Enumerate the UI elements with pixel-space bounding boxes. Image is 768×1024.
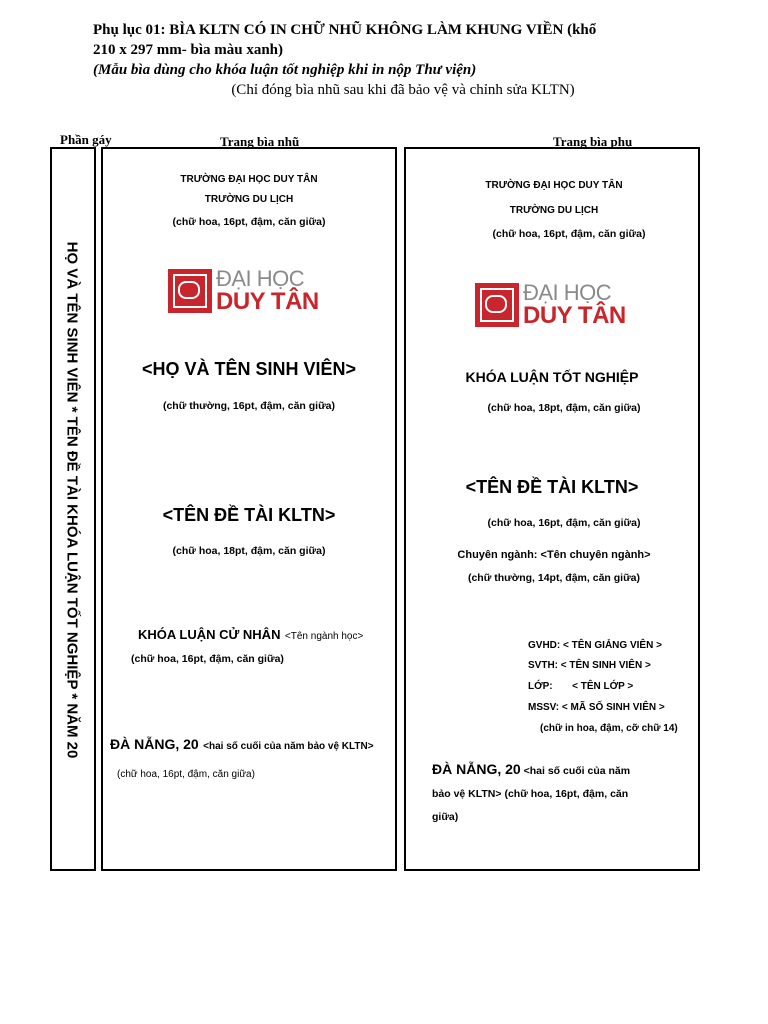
front-note-5: (chữ hoa, 16pt, đậm, căn giữa) bbox=[117, 769, 255, 780]
front-note-4: (chữ hoa, 16pt, đậm, căn giữa) bbox=[131, 653, 284, 665]
front-note-1: (chữ hoa, 16pt, đậm, căn giữa) bbox=[172, 216, 326, 228]
inner-topic: <TÊN ĐỀ TÀI KLTN> bbox=[465, 477, 639, 497]
front-degree: KHÓA LUẬN CỬ NHÂN <Tên ngành học> bbox=[138, 627, 364, 642]
logo-mark-icon bbox=[168, 269, 212, 313]
inner-svth: SVTH: < TÊN SINH VIÊN > bbox=[528, 660, 651, 671]
spine-text: HỌ VÀ TÊN SINH VIÊN * TÊN ĐỀ TÀI KHÓA LUẬN TỐT NGHIỆP * NĂM 20 bbox=[63, 241, 81, 759]
inner-note-2: (chữ hoa, 18pt, đậm, căn giữa) bbox=[487, 402, 641, 414]
logo-mark-icon bbox=[475, 283, 519, 327]
front-note-2: (chữ thường, 16pt, đậm, căn giữa) bbox=[162, 400, 336, 412]
inner-major: Chuyên ngành: <Tên chuyên ngành> bbox=[457, 549, 651, 561]
front-place: ĐÀ NẴNG, 20 <hai số cuối của năm bảo vệ KLTN> bbox=[110, 736, 374, 752]
inner-faculty: TRƯỜNG DU LỊCH bbox=[509, 205, 599, 216]
front-school: TRƯỜNG ĐẠI HỌC DUY TÂN bbox=[180, 174, 318, 185]
inner-note-4: (chữ thường, 14pt, đậm, căn giữa) bbox=[467, 572, 641, 584]
label-spine: Phần gáy bbox=[60, 132, 112, 147]
header-line-1: Phụ lục 01: BÌA KLTN CÓ IN CHỮ NHŨ KHÔNG LÀM KHUNG VIỀN (khổ bbox=[93, 22, 597, 38]
inner-gvhd: GVHD: < TÊN GIẢNG VIÊN > bbox=[528, 640, 662, 651]
inner-note-5: (chữ in hoa, đậm, cỡ chữ 14) bbox=[540, 723, 678, 734]
front-topic: <TÊN ĐỀ TÀI KLTN> bbox=[162, 505, 336, 525]
inner-logo: ĐẠI HỌC DUY TÂN bbox=[475, 282, 626, 328]
inner-school: TRƯỜNG ĐẠI HỌC DUY TÂN bbox=[485, 180, 623, 191]
document-header bbox=[93, 20, 713, 100]
inner-note-1: (chữ hoa, 16pt, đậm, căn giữa) bbox=[492, 228, 646, 240]
front-note-3: (chữ hoa, 18pt, đậm, căn giữa) bbox=[172, 545, 326, 557]
header-line-4: (Chỉ đóng bìa nhũ sau khi đã bảo vệ và chỉnh sửa KLTN) bbox=[231, 82, 575, 98]
front-logo: ĐẠI HỌC DUY TÂN bbox=[168, 268, 319, 314]
front-student: <HỌ VÀ TÊN SINH VIÊN> bbox=[141, 359, 357, 379]
header-line-3: (Mẫu bìa dùng cho khóa luận tốt nghiệp khi in nộp Thư viện) bbox=[93, 62, 477, 78]
inner-note-3: (chữ hoa, 16pt, đậm, căn giữa) bbox=[487, 517, 641, 529]
inner-place: ĐÀ NẴNG, 20 <hai số cuối của năm bảo vệ KLTN> (chữ hoa, 16pt, đậm, căn giữa) bbox=[432, 761, 631, 823]
label-front: Trang bìa nhũ bbox=[220, 134, 300, 149]
inner-lop: LỚP: < TÊN LỚP > bbox=[528, 681, 634, 692]
inner-kind: KHÓA LUẬN TỐT NGHIỆP bbox=[465, 369, 639, 385]
header-line-2: 210 x 297 mm- bìa màu xanh) bbox=[93, 42, 284, 58]
front-faculty: TRƯỜNG DU LỊCH bbox=[204, 194, 294, 205]
label-inner: Trang bìa phụ bbox=[553, 134, 633, 149]
inner-mssv: MSSV: < MÃ SỐ SINH VIÊN > bbox=[528, 702, 665, 713]
